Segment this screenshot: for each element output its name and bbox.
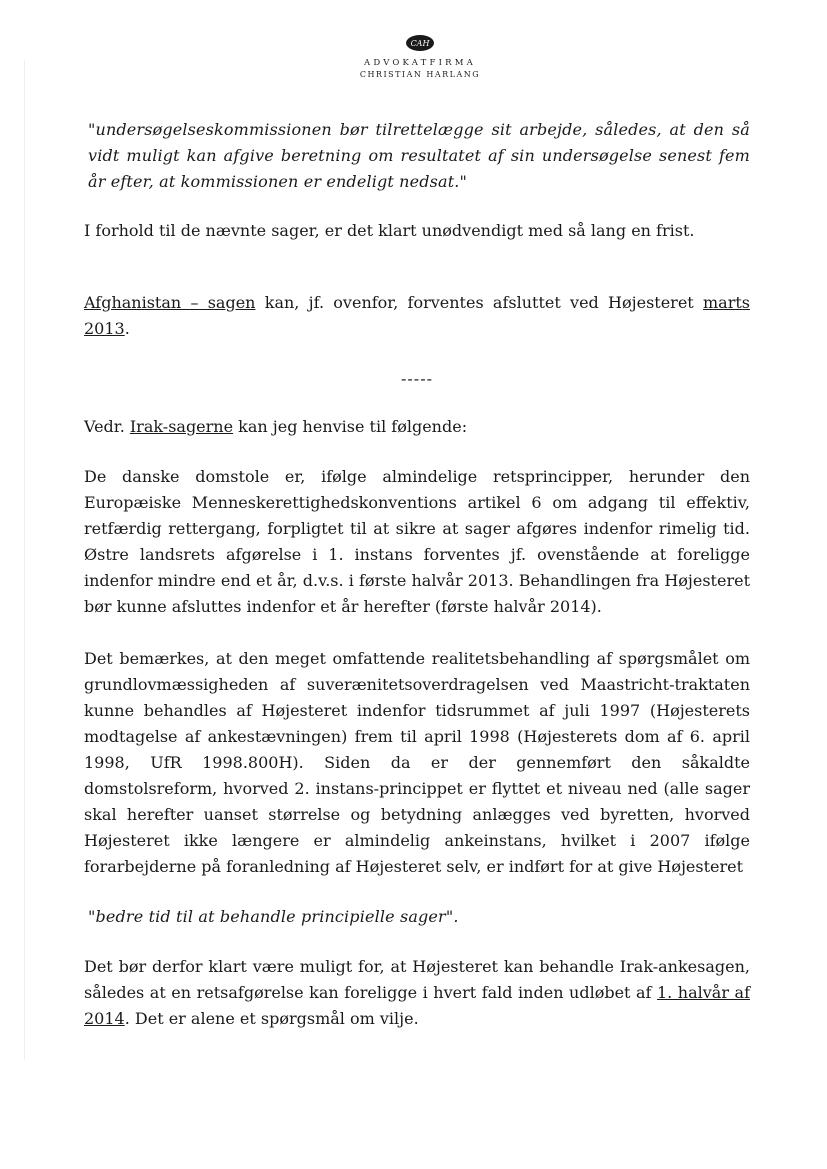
section-separator: ----- <box>400 369 434 388</box>
conclusion-text-1: Det bør derfor klart være muligt for, at Højesteret kan behandle Irak-ankesagen, således at en retsafgørelse kan foreligge i hvert fald inden udløbet af <box>84 957 750 1002</box>
quote-commission: "undersøgelseskommissionen bør tilrettelægge sit arbejde, således, at den så vidt muligt kan afgive beretning om resultatet af sin undersøgelse senest fem år efter, at kommissionen er endeligt nedsat." <box>88 120 750 191</box>
paragraph-afghanistan <box>84 290 750 342</box>
logo-text: CAH <box>410 39 430 48</box>
paragraph-conclusion <box>84 954 750 1032</box>
afghanistan-text-1: kan, jf. ovenfor, forventes afsluttet ved Højesteret <box>255 293 703 312</box>
scan-edge-line <box>24 60 25 1060</box>
firm-name-line2: CHRISTIAN HARLANG <box>359 70 481 79</box>
letter-body <box>84 117 750 1032</box>
quote-hojesteret: "bedre tid til at behandle principielle sager". <box>88 907 459 926</box>
afghanistan-case-link: Afghanistan – sagen <box>84 293 256 312</box>
irak-cases-link: Irak-sagerne <box>129 417 234 436</box>
conclusion-date: 1. halvår af 2014 <box>84 983 750 1028</box>
paragraph-domstole: De danske domstole er, ifølge almindelige retsprincipper, herunder den Europæiske Menneskerettighedskonventions artikel 6 om adgang til effektiv, retfærdig rettergang, forpligtet til at sikre at sager afgøres indenfor rimelig tid. Østre landsrets afgørelse i 1. instans forventes jf. ovenstående at foreligge indenfor mindre end et år, d.v.s. i første halvår 2013. Behandlingen fra Højesteret bør kunne afsluttes indenfor et år herefter (første halvår 2014). <box>84 467 750 616</box>
paragraph-bemaerkes: Det bemærkes, at den meget omfattende realitetsbehandling af spørgsmålet om grundlovmæssigheden af suverænitetsoverdragelsen ved Maastricht-traktaten kunne behandles af Højesteret indenfor tidsrummet af juli 1997 (Højesterets modtagelse af ankestævningen) frem til april 1998 (Højesterets dom af 6. april 1998, UfR 1998.800H). Siden da er der gennemført den såkaldte domstolsreform, hvorved 2. instans-princippet er flyttet et niveau ned (alle sager skal herefter uanset størrelse og betydning anlægges ved byretten, hvorved Højesteret ikke længere er almindelig ankeinstans, hvilket i 2007 ifølge forarbejderne på foranledning af Højesteret selv, er indført for at give Højesteret <box>84 649 750 876</box>
firm-name-line1: ADVOKATFIRMA <box>363 58 476 68</box>
letterhead <box>320 34 520 79</box>
irak-text-2: kan jeg henvise til følgende: <box>233 417 468 436</box>
irak-text-1: Vedr. <box>84 417 130 436</box>
paragraph-frist: I forhold til de nævnte sager, er det klart unødvendigt med så lang en frist. <box>84 221 695 240</box>
firm-logo-icon <box>405 34 435 52</box>
afghanistan-text-2: . <box>124 319 130 338</box>
paragraph-irak <box>84 414 750 440</box>
afghanistan-date: marts 2013 <box>84 293 750 338</box>
conclusion-text-2: . Det er alene et spørgsmål om vilje. <box>124 1009 419 1028</box>
